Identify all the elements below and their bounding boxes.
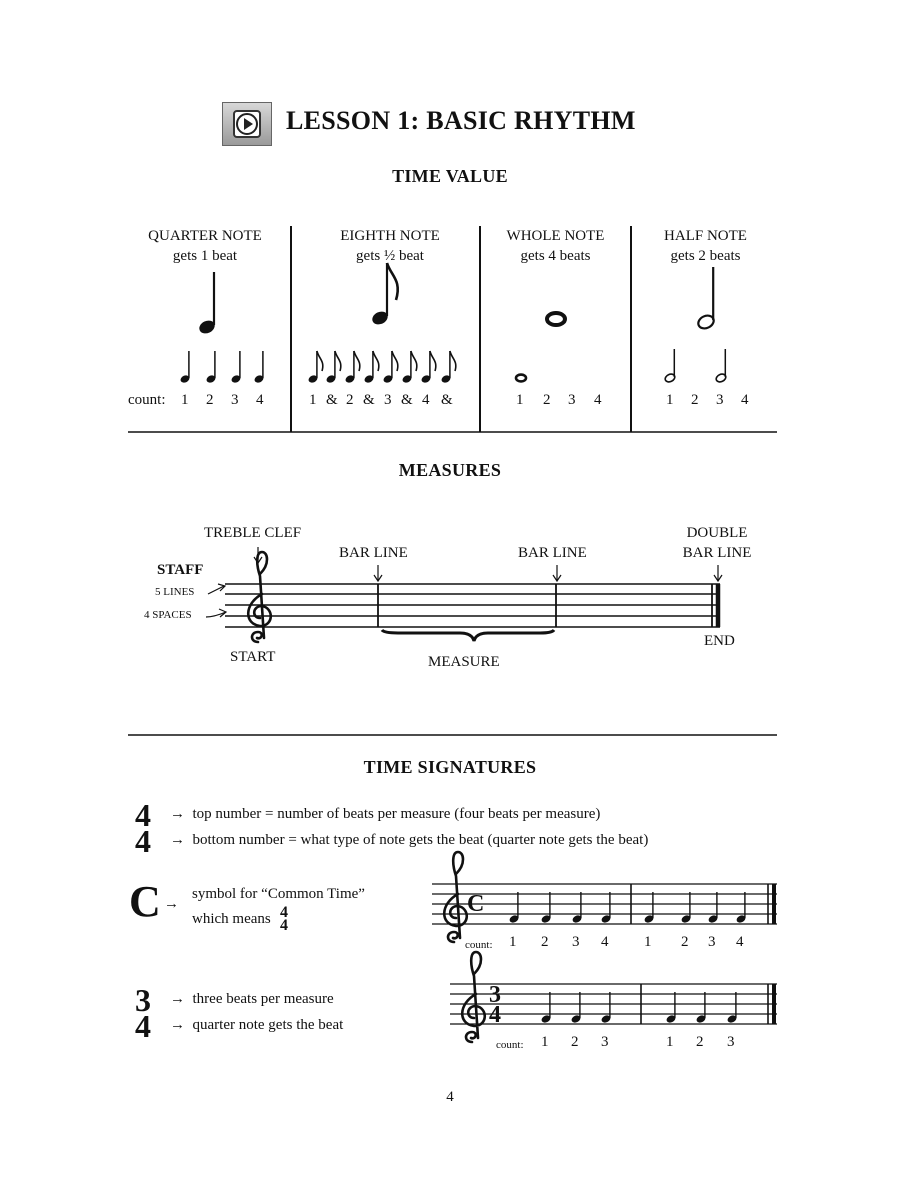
staff-label: STAFF: [157, 562, 204, 578]
quarter-note-title: QUARTER NOTE gets 1 beat: [148, 228, 262, 264]
time-value-heading: TIME VALUE: [392, 166, 508, 186]
double-bar-line-label: DOUBLE BAR LINE: [682, 525, 752, 561]
half-note-title: HALF NOTE gets 2 beats: [664, 228, 747, 264]
measure-brace: [382, 630, 554, 641]
common-clef-symbol: [444, 852, 467, 942]
common-count-label: count:: [465, 939, 493, 951]
measure-label: MEASURE: [428, 654, 500, 670]
start-label: START: [230, 649, 276, 665]
quarter-note-large: [197, 272, 217, 336]
common-time-desc-1: symbol for “Common Time”: [192, 886, 365, 902]
common-time-fraction: 4 4: [280, 904, 288, 934]
count-label: count:: [128, 392, 166, 408]
quarter-gets-beat-desc: → quarter note gets the beat: [170, 1017, 344, 1033]
common-time-arrow: →: [164, 896, 179, 912]
three-four-notes: [540, 992, 737, 1024]
bar-line-label-1: BAR LINE: [339, 545, 408, 561]
bar-line-label-2: BAR LINE: [518, 545, 587, 561]
whole-note-large: [547, 313, 565, 325]
treble-clef-label: TREBLE CLEF: [204, 525, 302, 541]
common-time-notes: [508, 892, 746, 924]
end-label: END: [704, 633, 735, 649]
top-number-desc: → top number = number of beats per measure (four beats per measure): [170, 806, 601, 822]
three-beats-desc: → three beats per measure: [170, 991, 334, 1007]
lesson-title: LESSON 1: BASIC RHYTHM: [286, 106, 636, 135]
eighth-note-title: EIGHTH NOTE gets ½ beat: [340, 228, 440, 264]
treble-clef-symbol: [248, 552, 271, 642]
measures-heading: MEASURES: [398, 460, 502, 480]
half-note-large: [696, 267, 716, 331]
five-lines-label: 5 LINES: [155, 586, 195, 598]
eighth-note-row: [307, 351, 455, 384]
bottom-number-desc: → bottom number = what type of note gets the beat (quarter note gets the beat): [170, 832, 649, 848]
measures-staff: [225, 584, 720, 627]
common-time-desc-2: which means: [192, 911, 271, 927]
staff-arrows: [206, 547, 722, 617]
eighth-note-large: [370, 263, 398, 327]
four-spaces-label: 4 SPACES: [144, 609, 192, 621]
ts-three-four: 3 4: [135, 982, 151, 1044]
ts-four-four: 4 4: [135, 797, 151, 859]
whole-note-small: [516, 375, 526, 382]
quarter-note-row: [179, 351, 264, 384]
half-note-row: [664, 349, 727, 383]
whole-note-title: WHOLE NOTE gets 4 beats: [506, 228, 605, 264]
page-number: 4: [446, 1089, 454, 1105]
three-count-label: count:: [496, 1039, 524, 1051]
time-signatures-heading: TIME SIGNATURES: [363, 757, 537, 777]
common-time-staff-symbol: C: [467, 891, 485, 917]
three-four-clef-symbol: [462, 952, 485, 1042]
three-four-staff-signature: 3 4: [489, 982, 501, 1028]
common-time-symbol: C: [129, 877, 161, 926]
